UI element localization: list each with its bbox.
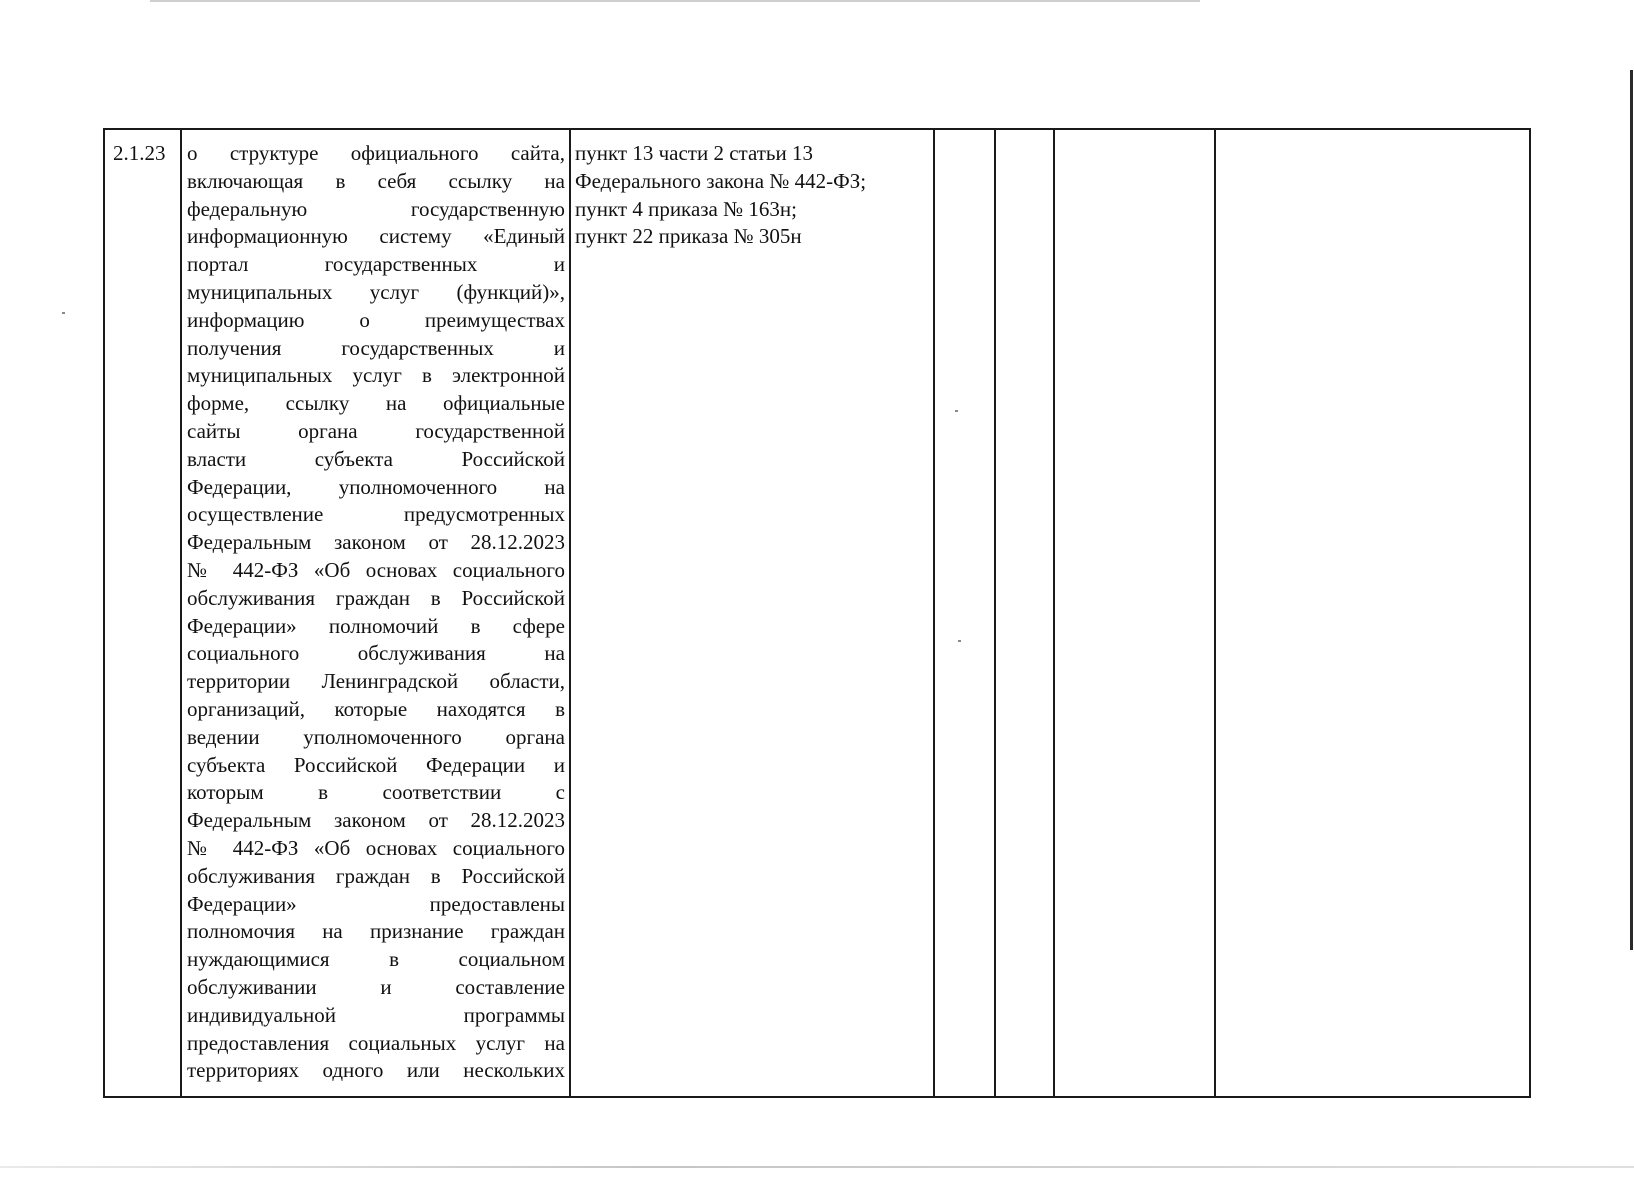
description-line: № 442-ФЗ «Об основах социального: [187, 557, 565, 582]
description-line: ведении уполномоченного органа: [187, 724, 565, 749]
description-line: организаций, которые находятся в: [187, 696, 565, 721]
description-line: информационную систему «Единый: [187, 224, 565, 249]
description-line: № 442-ФЗ «Об основах социального: [187, 835, 565, 860]
empty-cell-3: [1054, 129, 1215, 1097]
item-description: [182, 130, 569, 1085]
legal-basis-cell: [570, 129, 934, 1097]
description-line: Федеральным законом от 28.12.2023: [187, 808, 565, 833]
description-line: портал государственных и: [187, 252, 565, 277]
scan-top-edge: [150, 0, 1200, 2]
scan-right-edge: [1630, 70, 1633, 950]
empty-cell-4: [1215, 129, 1530, 1097]
description-line: власти субъекта Российской: [187, 446, 565, 471]
description-cell: [181, 129, 570, 1097]
empty-cell-1: [934, 129, 995, 1097]
scan-speck: [62, 312, 65, 314]
empty-cell-2: [995, 129, 1054, 1097]
description-line: Федерации» полномочий в сфере: [187, 613, 565, 638]
description-line: субъекта Российской Федерации и: [187, 752, 565, 777]
description-line: форме, ссылку на официальные: [187, 391, 565, 416]
description-line: Федерации, уполномоченного на: [187, 474, 565, 499]
scan-bottom-edge: [0, 1166, 1634, 1168]
description-line: обслуживания граждан в Российской: [187, 863, 565, 888]
description-line: нуждающимися в социальном: [187, 947, 565, 972]
description-line: включающая в себя ссылку на: [187, 168, 565, 193]
legal-basis-line: Федерального закона № 442-ФЗ;: [575, 168, 867, 193]
description-line: сайты органа государственной: [187, 418, 565, 443]
description-line: муниципальных услуг в электронной: [187, 363, 565, 388]
description-line: Федеральным законом от 28.12.2023: [187, 530, 565, 555]
legal-basis-line: пункт 22 приказа № 305н: [575, 224, 802, 249]
description-line: территориях одного или нескольких: [187, 1058, 565, 1083]
legal-basis: [571, 130, 933, 251]
description-line: о структуре официального сайта,: [187, 141, 565, 165]
description-line: предоставления социальных услуг на: [187, 1030, 565, 1055]
description-line: получения государственных и: [187, 335, 565, 360]
item-number: 2.1.23: [113, 141, 166, 165]
description-line: Федерации» предоставлены: [187, 891, 565, 916]
table-row: [104, 129, 1530, 1097]
description-line: индивидуальной программы: [187, 1002, 565, 1027]
description-line: информацию о преимуществах: [187, 307, 565, 332]
description-line: осуществление предусмотренных: [187, 502, 565, 527]
legal-basis-line: пункт 4 приказа № 163н;: [575, 196, 797, 221]
description-line: полномочия на признание граждан: [187, 919, 565, 944]
description-line: обслуживании и составление: [187, 974, 565, 999]
requirements-table: [103, 128, 1531, 1098]
legal-basis-line: пункт 13 части 2 статьи 13: [575, 141, 813, 165]
description-line: муниципальных услуг (функций)»,: [187, 279, 565, 304]
description-line: обслуживания граждан в Российской: [187, 585, 565, 610]
description-line: федеральную государственную: [187, 196, 565, 221]
description-line: социального обслуживания на: [187, 641, 565, 666]
description-line: которым в соответствии с: [187, 780, 565, 805]
description-line: территории Ленинградской области,: [187, 669, 565, 694]
item-number-cell: [104, 129, 181, 1097]
